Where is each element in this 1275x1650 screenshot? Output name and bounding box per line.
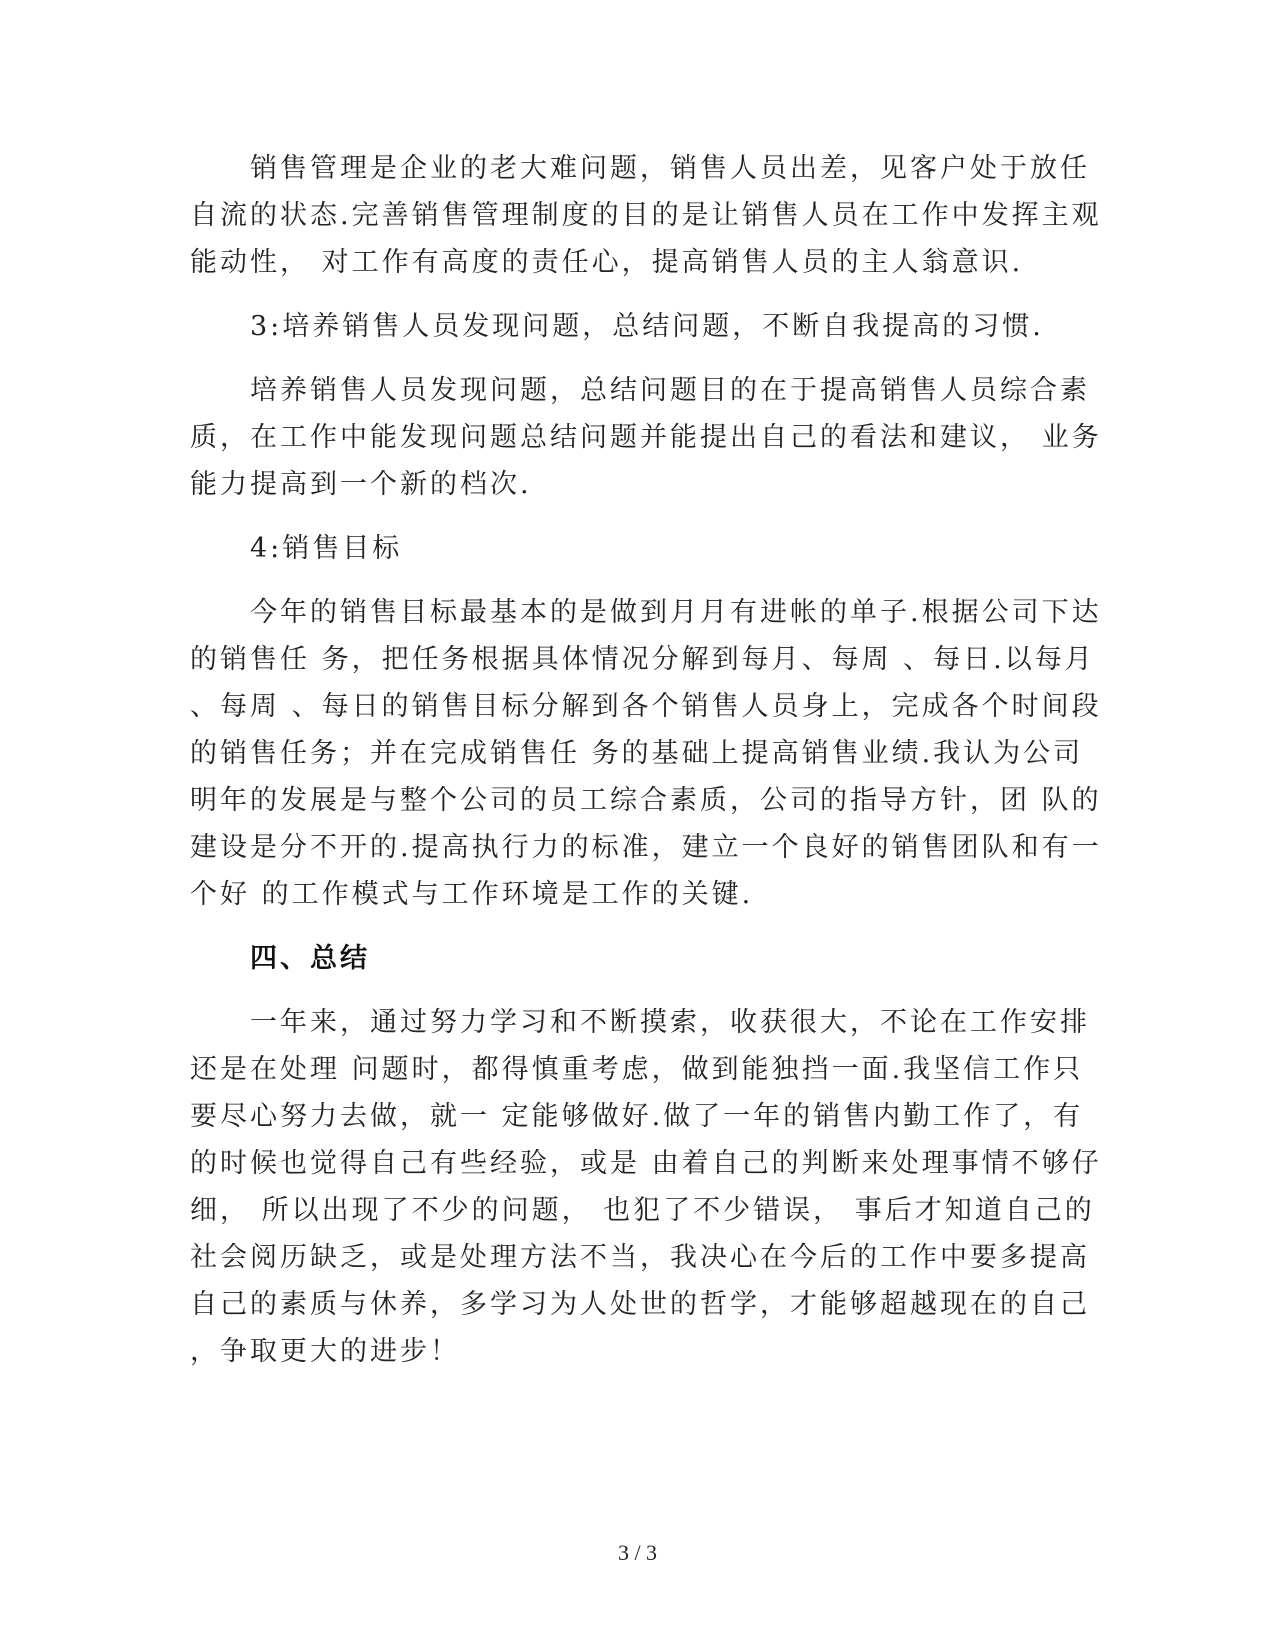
text-line: 的销售任务；并在完成销售任 务的基础上提高销售业绩.我认为公司 <box>190 738 1084 769</box>
text-line: 个好 的工作模式与工作环境是工作的关键. <box>190 879 754 910</box>
text-line: 能力提高到一个新的档次. <box>190 469 532 500</box>
page-number: 3 / 3 <box>617 1540 658 1565</box>
text-line: 要尽心努力去做，就一 定能够做好.做了一年的销售内勤工作了，有 <box>190 1101 1084 1132</box>
paragraph-sales-management <box>190 145 1102 286</box>
text-line: 销售管理是企业的老大难问题，销售人员出差，见客户处于放任 <box>250 153 1090 184</box>
text-line: 能动性， 对工作有高度的责任心，提高销售人员的主人翁意识. <box>190 247 1024 278</box>
text-line: 今年的销售目标最基本的是做到月月有进帐的单子.根据公司下达 <box>250 597 1102 628</box>
text-line: 自己的素质与休养，多学习为人处世的哲学，才能够超越现在的自己 <box>190 1289 1090 1320</box>
text-line: 自流的状态.完善销售管理制度的目的是让销售人员在工作中发挥主观 <box>190 200 1102 231</box>
section-heading-summary <box>190 935 1080 982</box>
paragraph-training <box>190 367 1102 508</box>
text-line: 明年的发展是与整个公司的员工综合素质，公司的指导方针，团 队的 <box>190 785 1102 816</box>
text-line: 培养销售人员发现问题，总结问题目的在于提高销售人员综合素 <box>250 375 1090 406</box>
text-line: 细， 所以出现了不少的问题， 也犯了不少错误， 事后才知道自己的 <box>190 1195 1095 1226</box>
paragraph-summary <box>190 999 1102 1375</box>
text-line: 社会阅历缺乏，或是处理方法不当，我决心在今后的工作中要多提高 <box>190 1242 1090 1273</box>
text-line: 4:销售目标 <box>250 533 403 564</box>
text-line: 质，在工作中能发现问题总结问题并能提出自己的看法和建议， 业务 <box>190 422 1102 453</box>
heading-text: 四、总结 <box>250 943 370 974</box>
text-line: 的销售任 务，把任务根据具体情况分解到每月、每周 、每日.以每月 <box>190 644 1095 675</box>
text-line: 一年来，通过努力学习和不断摸索，收获很大，不论在工作安排 <box>250 1007 1090 1038</box>
text-line: 的时候也觉得自己有些经验，或是 由着自己的判断来处理事情不够仔 <box>190 1148 1102 1179</box>
document-body <box>190 145 1102 1392</box>
paragraph-point-4 <box>190 525 1080 572</box>
paragraph-sales-target <box>190 589 1102 918</box>
paragraph-point-3 <box>190 303 1080 350</box>
text-line: ，争取更大的进步！ <box>190 1336 460 1367</box>
text-line: 3:培养销售人员发现问题，总结问题，不断自我提高的习惯. <box>250 311 1044 342</box>
text-line: 建设是分不开的.提高执行力的标准，建立一个良好的销售团队和有一 <box>190 832 1102 863</box>
text-line: 还是在处理 问题时，都得慎重考虑，做到能独挡一面.我坚信工作只 <box>190 1054 1084 1085</box>
text-line: 、每周 、每日的销售目标分解到各个销售人员身上，完成各个时间段 <box>190 691 1102 722</box>
